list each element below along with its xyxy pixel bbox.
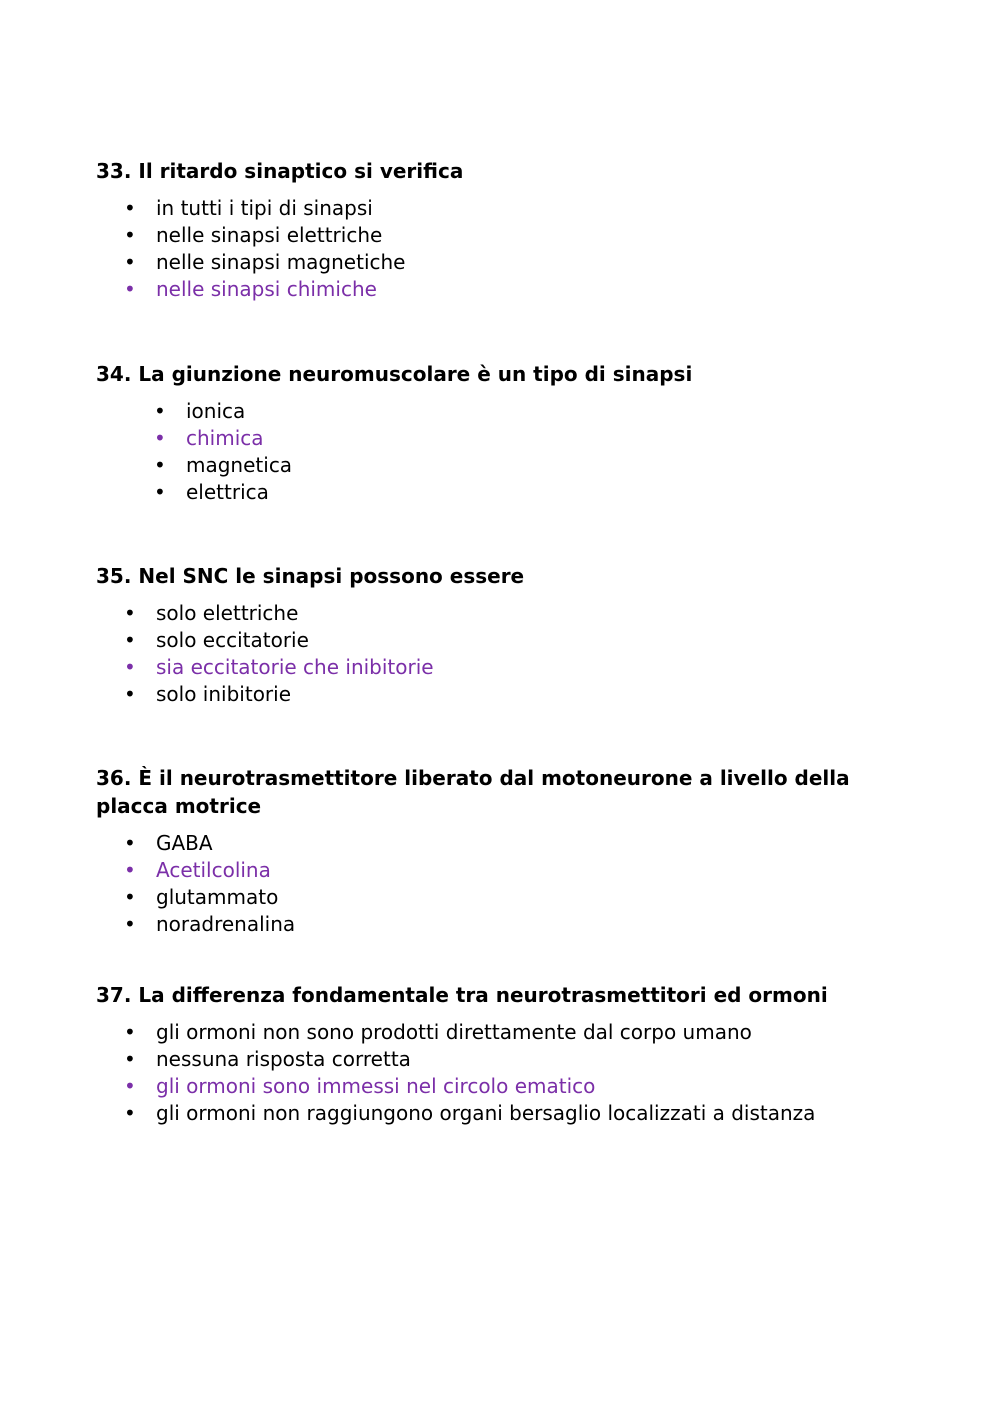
answer-text: glutammato: [156, 885, 279, 909]
answer-option: [96, 195, 916, 222]
bullet-icon: •: [124, 196, 136, 220]
answer-option: [96, 425, 916, 452]
answer-list: [96, 398, 916, 506]
question-title: 33. Il ritardo sinaptico si verifica: [96, 159, 464, 183]
bullet-icon: •: [124, 223, 136, 247]
answer-text: nessuna risposta corretta: [156, 1047, 411, 1071]
question-title: 36. È il neurotrasmettitore liberato dal motoneurone a livello della placca motrice: [96, 766, 850, 818]
answer-text: solo eccitatorie: [156, 628, 309, 652]
answer-option: [96, 479, 916, 506]
question-35: [96, 562, 916, 708]
answer-text: in tutti i tipi di sinapsi: [156, 196, 373, 220]
answer-option: [96, 222, 916, 249]
question-37: [96, 981, 916, 1127]
answer-text: gli ormoni non raggiungono organi bersaglio localizzati a distanza: [156, 1101, 816, 1125]
answer-list: [96, 600, 916, 708]
answer-text: nelle sinapsi magnetiche: [156, 250, 406, 274]
answer-option: [96, 1019, 916, 1046]
answer-option: [96, 249, 916, 276]
answer-text: gli ormoni sono immessi nel circolo ematico: [156, 1074, 596, 1098]
answer-list: [96, 1019, 916, 1127]
bullet-icon: •: [124, 885, 136, 909]
bullet-icon: •: [124, 628, 136, 652]
answer-option: [96, 452, 916, 479]
answer-option: [96, 830, 916, 857]
answer-option: [96, 398, 916, 425]
answer-option: [96, 1046, 916, 1073]
bullet-icon: •: [124, 1020, 136, 1044]
answer-option: [96, 1073, 916, 1100]
answer-list: [96, 195, 916, 303]
answer-text: noradrenalina: [156, 912, 296, 936]
answer-text: GABA: [156, 831, 213, 855]
answer-option: [96, 1100, 916, 1127]
answer-option: [96, 276, 916, 303]
answer-text: Acetilcolina: [156, 858, 271, 882]
bullet-icon: •: [154, 480, 166, 504]
question-34: [96, 360, 916, 506]
bullet-icon: •: [124, 655, 136, 679]
bullet-icon: •: [124, 1074, 136, 1098]
answer-text: gli ormoni non sono prodotti direttamente dal corpo umano: [156, 1020, 752, 1044]
bullet-icon: •: [124, 1047, 136, 1071]
answer-option: [96, 884, 916, 911]
answer-text: solo elettriche: [156, 601, 299, 625]
answer-text: elettrica: [186, 480, 269, 504]
answer-text: chimica: [186, 426, 264, 450]
answer-option: [96, 654, 916, 681]
question-title: 35. Nel SNC le sinapsi possono essere: [96, 564, 525, 588]
bullet-icon: •: [124, 682, 136, 706]
bullet-icon: •: [124, 831, 136, 855]
question-33: [96, 157, 916, 303]
answer-text: sia eccitatorie che inibitorie: [156, 655, 434, 679]
bullet-icon: •: [124, 912, 136, 936]
answer-option: [96, 681, 916, 708]
answer-text: magnetica: [186, 453, 293, 477]
question-title: 34. La giunzione neuromuscolare è un tipo di sinapsi: [96, 362, 693, 386]
bullet-icon: •: [154, 399, 166, 423]
bullet-icon: •: [124, 250, 136, 274]
answer-text: solo inibitorie: [156, 682, 292, 706]
question-title: 37. La differenza fondamentale tra neurotrasmettitori ed ormoni: [96, 983, 828, 1007]
bullet-icon: •: [124, 601, 136, 625]
answer-option: [96, 911, 916, 938]
question-36: [96, 764, 916, 938]
answer-option: [96, 600, 916, 627]
bullet-icon: •: [124, 1101, 136, 1125]
bullet-icon: •: [154, 453, 166, 477]
answer-text: ionica: [186, 399, 246, 423]
bullet-icon: •: [154, 426, 166, 450]
answer-option: [96, 627, 916, 654]
bullet-icon: •: [124, 858, 136, 882]
answer-option: [96, 857, 916, 884]
bullet-icon: •: [124, 277, 136, 301]
answer-list: [96, 830, 916, 938]
answer-text: nelle sinapsi chimiche: [156, 277, 377, 301]
answer-text: nelle sinapsi elettriche: [156, 223, 383, 247]
